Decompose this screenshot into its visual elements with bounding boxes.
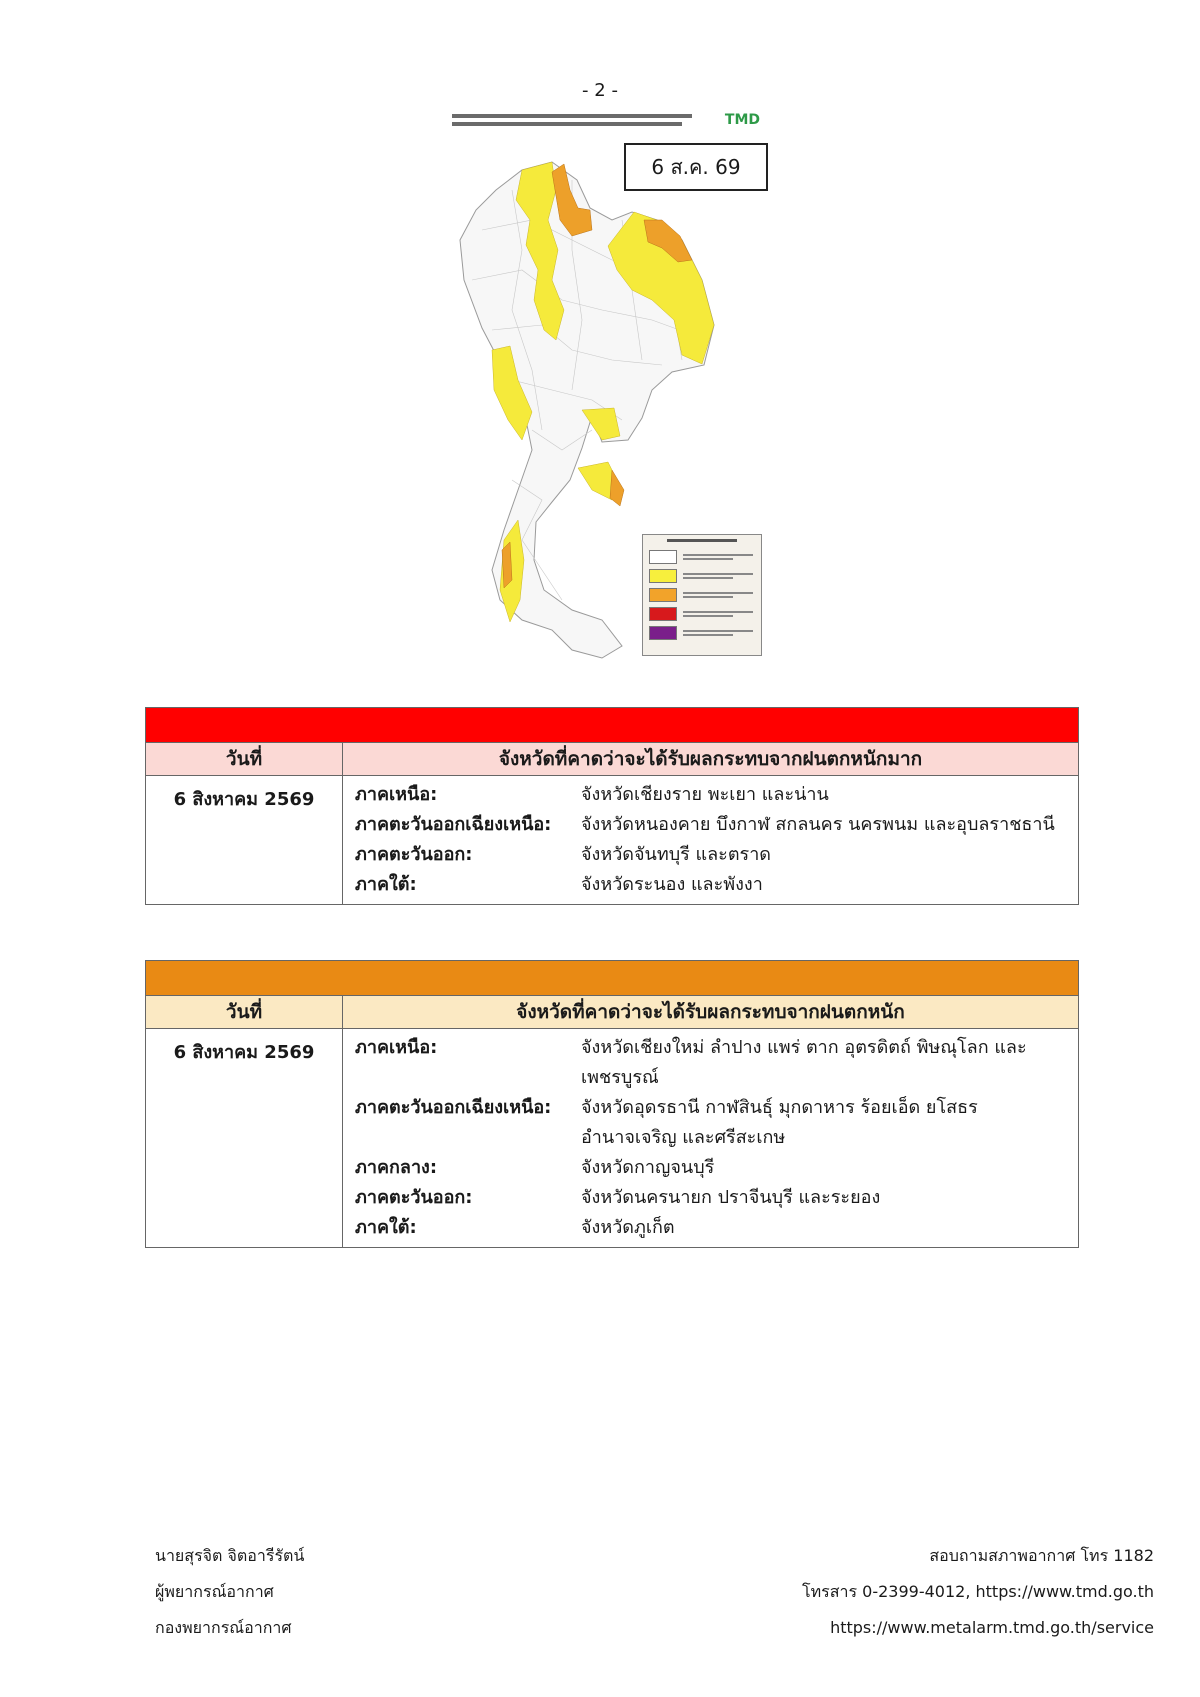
region-name: ภาคใต้: (355, 874, 417, 895)
forecaster-title: ผู้พยากรณ์อากาศ (155, 1582, 274, 1601)
header-provinces: จังหวัดที่คาดว่าจะได้รับผลกระทบจากฝนตกหนักมาก (498, 748, 923, 770)
table-row (355, 1033, 1078, 1093)
region-provinces: จังหวัดระนอง และพังงา (581, 874, 763, 895)
alert-color-band-orange (146, 961, 1078, 995)
forecaster-info (155, 1538, 304, 1646)
region-name: ภาคใต้: (355, 1217, 417, 1238)
region-list (343, 1029, 1078, 1247)
forecast-date: 6 สิงหาคม 2569 (146, 776, 343, 904)
table-row (355, 870, 1078, 900)
legend-row (649, 626, 761, 640)
legend-row (649, 569, 761, 583)
table-row (355, 810, 1078, 840)
header-date: วันที่ (146, 996, 343, 1028)
region-name: ภาคเหนือ: (355, 1037, 438, 1058)
forecast-date: 6 สิงหาคม 2569 (146, 1029, 343, 1247)
header-provinces: จังหวัดที่คาดว่าจะได้รับผลกระทบจากฝนตกหนัก (516, 1001, 905, 1023)
legend-row (649, 588, 761, 602)
region-name: ภาคกลาง: (355, 1157, 438, 1178)
contact-service-link[interactable]: https://www.metalarm.tmd.go.th/service (830, 1618, 1154, 1637)
region-name: ภาคตะวันออกเฉียงเหนือ: (355, 1097, 552, 1118)
legend-swatch (649, 588, 677, 602)
region-provinces: จังหวัดเชียงราย พะเยา และน่าน (581, 784, 829, 805)
contact-info (802, 1538, 1154, 1646)
region-provinces: จังหวัดภูเก็ต (581, 1217, 675, 1238)
page-number: - 2 - (582, 80, 618, 101)
legend-swatch (649, 550, 677, 564)
region-name: ภาคตะวันออก: (355, 1187, 473, 1208)
table-row (355, 1153, 1078, 1183)
table-row (355, 840, 1078, 870)
contact-fax-website: โทรสาร 0-2399-4012, https://www.tmd.go.th (802, 1582, 1154, 1601)
table-header (146, 742, 1078, 776)
table-row (355, 1183, 1078, 1213)
table-row (355, 1093, 1078, 1153)
header-date: วันที่ (146, 743, 343, 775)
region-provinces: จังหวัดหนองคาย บึงกาฬ สกลนคร นครพนม และอุบลราชธานี (581, 814, 1055, 835)
legend-swatch (649, 607, 677, 621)
forecaster-name: นายสุรจิต จิตอารีรัตน์ (155, 1546, 305, 1565)
region-provinces: จังหวัดนครนายก ปราจีนบุรี และระยอง (581, 1187, 881, 1208)
map-date-label: 6 ส.ค. 69 (624, 143, 768, 191)
legend-row (649, 607, 761, 621)
region-provinces: จังหวัดเชียงใหม่ ลำปาง แพร่ ตาก อุตรดิตถ์ พิษณุโลก และเพชรบูรณ์ (581, 1037, 1027, 1088)
rainfall-forecast-map (452, 110, 762, 658)
legend-swatch (649, 569, 677, 583)
region-list (343, 776, 1078, 904)
legend-swatch (649, 626, 677, 640)
region-name: ภาคเหนือ: (355, 784, 438, 805)
region-provinces: จังหวัดจันทบุรี และตราด (581, 844, 771, 865)
table-body (146, 1029, 1078, 1247)
region-name: ภาคตะวันออก: (355, 844, 473, 865)
map-title-block (452, 110, 692, 126)
region-provinces: จังหวัดอุดรธานี กาฬสินธุ์ มุกดาหาร ร้อยเอ็ด ยโสธร อำนาจเจริญ และศรีสะเกษ (581, 1097, 978, 1148)
region-name: ภาคตะวันออกเฉียงเหนือ: (355, 814, 552, 835)
table-header (146, 995, 1078, 1029)
legend-row (649, 550, 761, 564)
forecaster-division: กองพยากรณ์อากาศ (155, 1618, 292, 1637)
alert-color-band-red (146, 708, 1078, 742)
region-provinces: จังหวัดกาญจนบุรี (581, 1157, 715, 1178)
very-heavy-rain-table (145, 707, 1079, 905)
tmd-logo: TMD (724, 112, 760, 128)
table-row (355, 1213, 1078, 1243)
table-row (355, 780, 1078, 810)
map-legend (642, 534, 762, 656)
contact-phone: สอบถามสภาพอากาศ โทร 1182 (929, 1546, 1154, 1565)
table-body (146, 776, 1078, 904)
heavy-rain-table (145, 960, 1079, 1248)
